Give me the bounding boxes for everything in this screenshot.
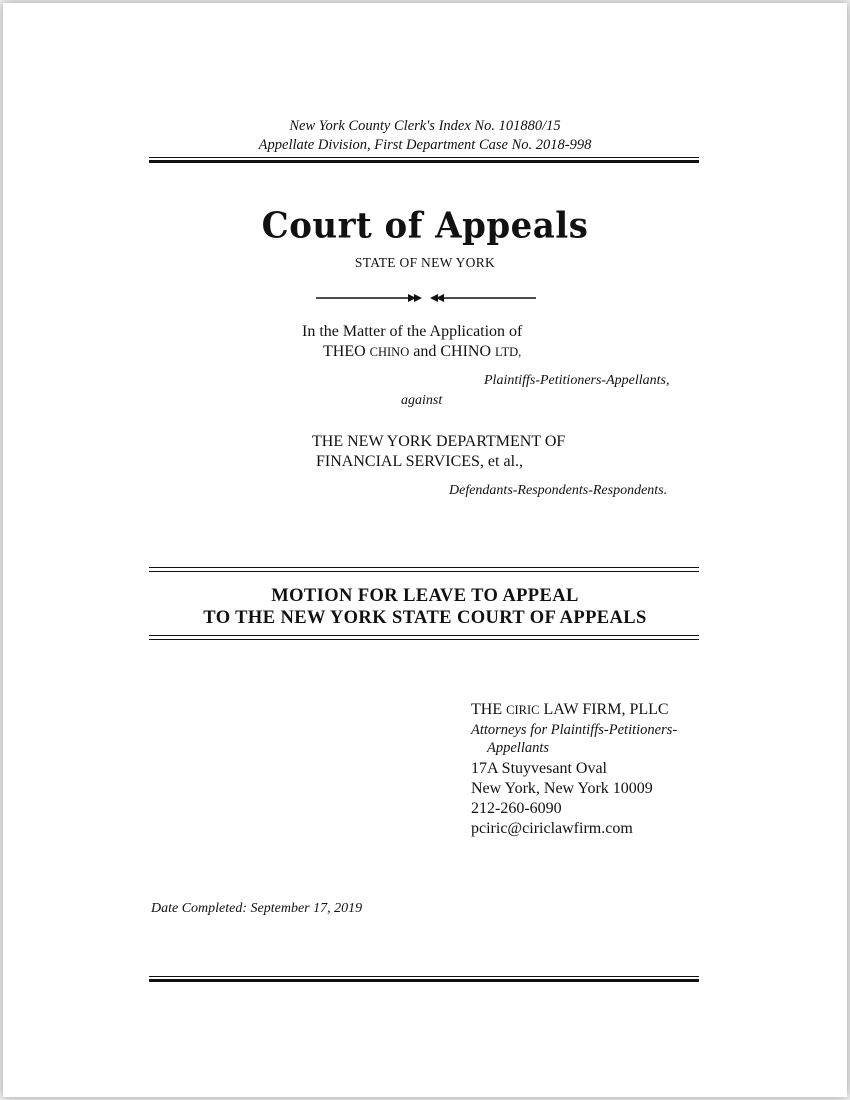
court-title: Court of Appeals	[261, 205, 589, 247]
resp-department: DEPARTMENT OF	[436, 433, 566, 450]
resp-etal: et al.,	[487, 453, 524, 470]
resp-financial: FINANCIAL	[316, 453, 402, 470]
case-number-line: Appellate Division, First Department Case No. 2018-998	[258, 137, 592, 153]
motion-rule-top-2	[149, 571, 699, 572]
firm-phone: 212-260-6090	[471, 800, 562, 817]
double-arrow-ornament-icon	[316, 293, 536, 303]
index-number-line: New York County Clerk's Index No. 101880/15	[289, 118, 561, 134]
top-rule-thick	[149, 160, 699, 163]
document-page	[3, 3, 847, 1097]
resp-the: THE	[312, 433, 344, 450]
against-label: against	[401, 393, 443, 408]
firm-address-line2: New York, New York 10009	[471, 780, 653, 797]
motion-rule-bottom-2	[149, 639, 699, 640]
firm-role-line2: Appellants	[487, 740, 550, 756]
firm-email: pciric@ciriclawfirm.com	[471, 820, 633, 837]
resp-services: SERVICES,	[405, 453, 484, 470]
resp-new: NEW	[347, 433, 384, 450]
respondent-name-line2	[316, 452, 523, 472]
petitioner-theo: THEO	[323, 343, 366, 360]
bottom-rule-thin	[149, 976, 699, 977]
petitioner-chino: CHINO	[369, 345, 410, 359]
matter-line: In the Matter of the Application of	[302, 323, 523, 340]
petitioner-role: Plaintiffs-Petitioners-Appellants,	[484, 373, 670, 388]
respondent-role: Defendants-Respondents-Respondents.	[449, 483, 668, 498]
petitioner-ltd: LTD,	[495, 345, 522, 359]
resp-york: YORK	[386, 433, 432, 450]
motion-rule-bottom-1	[149, 635, 699, 636]
top-rule-thin	[149, 157, 699, 158]
petitioner-names	[323, 342, 521, 362]
firm-address-line1: 17A Stuyvesant Oval	[471, 760, 607, 777]
firm-law: LAW	[543, 701, 579, 718]
firm-firm: FIRM,	[582, 701, 626, 718]
firm-pllc: PLLC	[629, 701, 669, 718]
motion-title-line2: TO THE NEW YORK STATE COURT OF APPEALS	[203, 608, 647, 628]
bottom-rule-thick	[149, 979, 699, 982]
date-completed: Date Completed: September 17, 2019	[151, 901, 363, 916]
firm-name	[471, 700, 669, 721]
firm-ciric: CIRIC	[506, 703, 540, 717]
motion-title-line1: MOTION FOR LEAVE TO APPEAL	[271, 586, 579, 606]
respondent-name-line1	[312, 432, 565, 452]
petitioner-and: and	[413, 343, 437, 360]
motion-rule-top-1	[149, 567, 699, 568]
state-name: STATE OF NEW YORK	[354, 255, 496, 270]
firm-role-line1: Attorneys for Plaintiffs-Petitioners-	[471, 722, 678, 738]
firm-the: THE	[471, 701, 503, 718]
petitioner-chino-2: CHINO	[440, 343, 492, 360]
